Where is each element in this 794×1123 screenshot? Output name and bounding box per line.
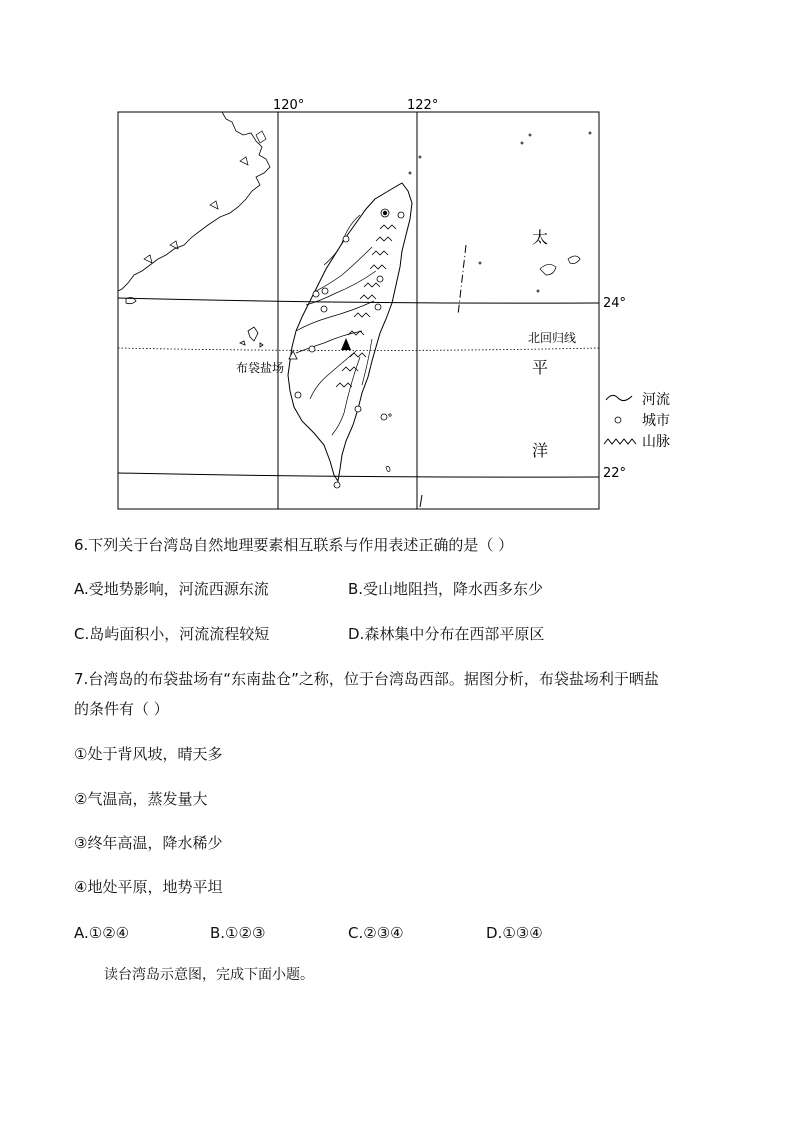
q6-option-d[interactable]: D.森林集中分布在西部平原区 bbox=[348, 625, 545, 643]
q6-option-a[interactable]: A.受地势影响，河流西源东流 bbox=[74, 580, 269, 598]
legend-city: 城市 bbox=[642, 413, 670, 429]
q6-option-b[interactable]: B.受山地阻挡，降水西多东少 bbox=[348, 580, 544, 598]
q6-stem: 6.下列关于台湾岛自然地理要素相互联系与作用表述正确的是（ ） bbox=[74, 536, 514, 554]
q7-option-b[interactable]: B.①②③ bbox=[210, 924, 266, 942]
q7-stem-line2: 的条件有（ ） bbox=[74, 700, 169, 718]
reading-instruction: 读台湾岛示意图，完成下面小题。 bbox=[104, 967, 314, 983]
peak-triangle bbox=[341, 338, 351, 350]
map-legend bbox=[600, 386, 690, 452]
saltfield-marker bbox=[289, 351, 297, 359]
legend-river: 河流 bbox=[642, 392, 670, 408]
river-legend-icon bbox=[606, 395, 632, 400]
parallel-22 bbox=[118, 473, 599, 477]
ocean-char-2: 平 bbox=[532, 358, 549, 377]
city-legend-icon bbox=[615, 417, 621, 423]
lon-122-label: 122° bbox=[407, 98, 439, 113]
legend-mountain: 山脉 bbox=[642, 434, 670, 450]
q7-option-a[interactable]: A.①②④ bbox=[74, 924, 130, 942]
q7-item-4: ④地处平原，地势平坦 bbox=[74, 878, 223, 896]
map-frame bbox=[118, 112, 599, 509]
mainland-coast bbox=[118, 112, 270, 291]
ocean-char-1: 太 bbox=[532, 228, 549, 247]
q7-option-d[interactable]: D.①③④ bbox=[486, 924, 543, 942]
lon-120-label: 120° bbox=[273, 98, 305, 113]
tropic-of-cancer-line bbox=[118, 348, 599, 351]
penghu-islands bbox=[240, 327, 263, 347]
q7-option-c[interactable]: C.②③④ bbox=[348, 924, 404, 942]
rivers bbox=[296, 215, 376, 435]
mountain-ranges bbox=[336, 225, 396, 387]
ocean-char-3: 洋 bbox=[532, 441, 549, 460]
q6-option-c[interactable]: C.岛屿面积小，河流流程较短 bbox=[74, 625, 270, 643]
q7-item-1: ①处于背风坡，晴天多 bbox=[74, 745, 223, 763]
q7-item-3: ③终年高温，降水稀少 bbox=[74, 834, 223, 852]
lat-24-label: 24° bbox=[603, 296, 627, 311]
lat-22-label: 22° bbox=[603, 466, 627, 481]
mountain-legend-icon bbox=[604, 439, 636, 444]
taiwan-island-outline bbox=[288, 183, 412, 481]
q7-stem-line1: 7.台湾岛的布袋盐场有“东南盐仓”之称，位于台湾岛西部。据图分析，布袋盐场利于晒盐 bbox=[74, 670, 659, 688]
taiwan-map bbox=[110, 95, 627, 515]
tropic-label: 北回归线 bbox=[528, 331, 577, 345]
parallel-24 bbox=[118, 298, 599, 303]
saltfield-label: 布袋盐场 bbox=[236, 361, 285, 375]
q7-item-2: ②气温高，蒸发量大 bbox=[74, 790, 208, 808]
